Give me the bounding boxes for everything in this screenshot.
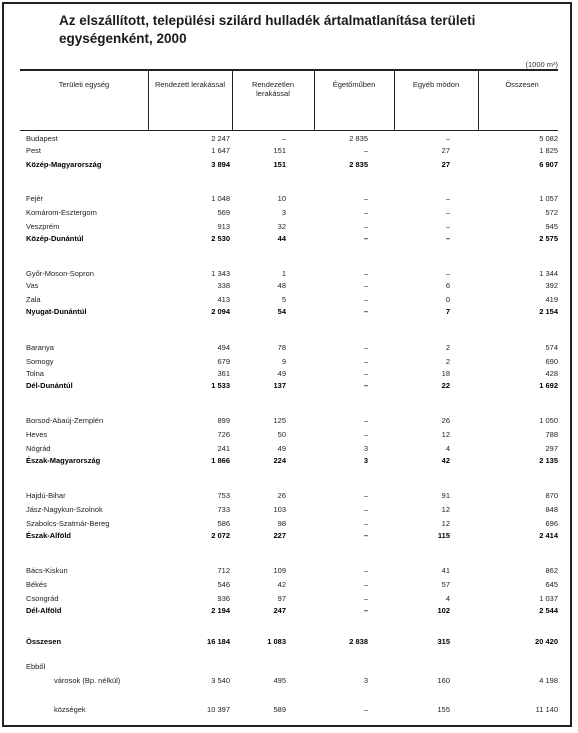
value-sanitary-landfill: 726 xyxy=(217,430,230,439)
value-unregulated-landfill: 151 xyxy=(273,160,286,169)
value-total: 2 544 xyxy=(539,606,558,615)
value-total: 2 414 xyxy=(539,531,558,540)
value-unregulated-landfill: 495 xyxy=(273,676,286,685)
value-incineration: – xyxy=(363,357,368,366)
value-total: 870 xyxy=(545,491,558,500)
value-total: 1 057 xyxy=(539,194,558,203)
value-unregulated-landfill: 1 xyxy=(281,269,286,278)
value-sanitary-landfill: 679 xyxy=(217,357,230,366)
value-incineration: 2 835 xyxy=(349,134,368,143)
row-label: Nógrád xyxy=(26,444,51,453)
value-other-method xyxy=(390,661,450,673)
value-other-method: – xyxy=(445,222,450,231)
table-row xyxy=(20,593,558,605)
value-other-method: 160 xyxy=(437,676,450,685)
value-total: 1 692 xyxy=(539,381,558,390)
row-label: Nyugat-Dunántúl xyxy=(26,307,87,316)
value-incineration: – xyxy=(363,146,368,155)
table-row xyxy=(20,268,558,280)
row-label: Dél-Alföld xyxy=(26,606,62,615)
table-row xyxy=(20,294,558,306)
value-other-method: 2 xyxy=(445,343,450,352)
value-other-method: 102 xyxy=(437,606,450,615)
row-label: Vas xyxy=(26,281,39,290)
value-unregulated-landfill: 589 xyxy=(273,705,286,714)
table-row xyxy=(20,675,558,687)
row-label: Észak-Magyarország xyxy=(26,456,101,465)
value-total: 428 xyxy=(545,369,558,378)
table-row-subtotal xyxy=(20,530,558,542)
row-label: Közép-Dunántúl xyxy=(26,234,84,243)
value-incineration: – xyxy=(363,381,368,390)
value-incineration: – xyxy=(363,295,368,304)
header-unregulated-landfill: Rendezetlen lerakással xyxy=(251,80,295,98)
value-unregulated-landfill: 32 xyxy=(277,222,286,231)
value-incineration: – xyxy=(363,566,368,575)
value-sanitary-landfill: 3 894 xyxy=(211,160,230,169)
row-label: Ebből xyxy=(26,662,46,671)
value-sanitary-landfill: 3 540 xyxy=(211,676,230,685)
value-other-method: 18 xyxy=(441,369,450,378)
table-row xyxy=(20,280,558,292)
header-sanitary-landfill: Rendezett lerakással xyxy=(154,80,226,89)
value-other-method: 41 xyxy=(441,566,450,575)
table-title: Az elszállított, települési szilárd hulladék ártalmatlanítása területi egységenként, 2000 xyxy=(59,13,476,46)
table-row-subtotal xyxy=(20,380,558,392)
row-label: Békés xyxy=(26,580,47,589)
row-label: Somogy xyxy=(26,357,54,366)
value-sanitary-landfill xyxy=(150,661,230,673)
header-incineration: Égetőműben xyxy=(332,80,376,89)
value-sanitary-landfill: 1 533 xyxy=(211,381,230,390)
value-unregulated-landfill: 44 xyxy=(277,234,286,243)
row-label: Borsod-Abaúj-Zemplén xyxy=(26,416,104,425)
value-sanitary-landfill: 1 647 xyxy=(211,146,230,155)
value-total: 862 xyxy=(545,566,558,575)
value-total: 1 037 xyxy=(539,594,558,603)
value-total: 645 xyxy=(545,580,558,589)
value-incineration: – xyxy=(363,519,368,528)
value-total: 11 140 xyxy=(535,705,558,714)
value-incineration: – xyxy=(363,281,368,290)
table-row xyxy=(20,518,558,530)
value-sanitary-landfill: 361 xyxy=(217,369,230,378)
value-unregulated-landfill: 42 xyxy=(277,580,286,589)
value-unregulated-landfill: 78 xyxy=(277,343,286,352)
value-unregulated-landfill: 227 xyxy=(273,531,286,540)
table-row xyxy=(20,504,558,516)
row-label: Heves xyxy=(26,430,48,439)
value-incineration: 3 xyxy=(363,456,368,465)
value-other-method: 155 xyxy=(437,705,450,714)
value-incineration: – xyxy=(363,343,368,352)
value-other-method: 6 xyxy=(445,281,450,290)
table-row xyxy=(20,429,558,441)
row-label: Baranya xyxy=(26,343,54,352)
value-total: 696 xyxy=(545,519,558,528)
value-total: 1 344 xyxy=(539,269,558,278)
value-unregulated-landfill: 48 xyxy=(277,281,286,290)
value-total: 1 825 xyxy=(539,146,558,155)
value-unregulated-landfill: 125 xyxy=(273,416,286,425)
value-sanitary-landfill: 913 xyxy=(217,222,230,231)
value-unregulated-landfill: 247 xyxy=(273,606,286,615)
value-unregulated-landfill: 103 xyxy=(273,505,286,514)
value-other-method: – xyxy=(445,234,450,243)
table-row-subtotal xyxy=(20,159,558,171)
value-sanitary-landfill: 10 397 xyxy=(207,705,230,714)
value-incineration: – xyxy=(363,606,368,615)
value-total: 2 135 xyxy=(539,456,558,465)
value-incineration: – xyxy=(363,307,368,316)
value-unregulated-landfill: 10 xyxy=(277,194,286,203)
table-row xyxy=(20,565,558,577)
value-sanitary-landfill: 241 xyxy=(217,444,230,453)
value-incineration: – xyxy=(363,491,368,500)
table-row xyxy=(20,415,558,427)
row-label: Észak-Alföld xyxy=(26,531,72,540)
value-total: 788 xyxy=(545,430,558,439)
value-other-method: 4 xyxy=(445,444,450,453)
value-incineration: – xyxy=(363,416,368,425)
header-region: Területi egység xyxy=(58,80,110,89)
row-label: Hajdú-Bihar xyxy=(26,491,66,500)
value-incineration: – xyxy=(363,531,368,540)
value-sanitary-landfill: 712 xyxy=(217,566,230,575)
value-other-method: 0 xyxy=(445,295,450,304)
value-total: 848 xyxy=(545,505,558,514)
value-unregulated-landfill: 1 083 xyxy=(267,637,286,646)
value-total: 419 xyxy=(545,295,558,304)
value-sanitary-landfill: 1 048 xyxy=(211,194,230,203)
value-unregulated-landfill: 97 xyxy=(277,594,286,603)
value-other-method: – xyxy=(445,194,450,203)
value-other-method: 22 xyxy=(441,381,450,390)
value-sanitary-landfill: 733 xyxy=(217,505,230,514)
value-sanitary-landfill: 2 072 xyxy=(211,531,230,540)
value-other-method: 2 xyxy=(445,357,450,366)
value-unregulated-landfill: 151 xyxy=(273,146,286,155)
value-unregulated-landfill: 49 xyxy=(277,369,286,378)
value-sanitary-landfill: 16 184 xyxy=(207,637,230,646)
row-label: Budapest xyxy=(26,134,58,143)
value-incineration: 3 xyxy=(363,444,368,453)
table-row-subtotal xyxy=(20,636,558,648)
value-total: 297 xyxy=(545,444,558,453)
value-other-method: 115 xyxy=(437,531,450,540)
value-incineration: – xyxy=(363,194,368,203)
value-sanitary-landfill: 936 xyxy=(217,594,230,603)
value-incineration: 2 835 xyxy=(349,160,368,169)
table-row xyxy=(20,490,558,502)
value-sanitary-landfill: 586 xyxy=(217,519,230,528)
table-row-subtotal xyxy=(20,605,558,617)
value-sanitary-landfill: 2 094 xyxy=(211,307,230,316)
value-total xyxy=(480,661,558,673)
value-total: 4 198 xyxy=(539,676,558,685)
row-label: Összesen xyxy=(26,637,62,646)
value-incineration xyxy=(320,661,368,673)
value-unregulated-landfill: 137 xyxy=(273,381,286,390)
row-label: községek xyxy=(54,705,86,714)
table-row xyxy=(20,704,558,716)
value-unregulated-landfill: 50 xyxy=(277,430,286,439)
table-row xyxy=(20,342,558,354)
value-other-method: 4 xyxy=(445,594,450,603)
value-other-method: 12 xyxy=(441,519,450,528)
value-other-method: 27 xyxy=(441,146,450,155)
value-unregulated-landfill: – xyxy=(281,134,286,143)
row-label: Bács-Kiskun xyxy=(26,566,68,575)
value-unregulated-landfill: 54 xyxy=(277,307,286,316)
value-incineration: – xyxy=(363,208,368,217)
row-label: Dél-Dunántúl xyxy=(26,381,73,390)
value-incineration: – xyxy=(363,505,368,514)
row-label: Győr-Moson-Sopron xyxy=(26,269,94,278)
value-sanitary-landfill: 569 xyxy=(217,208,230,217)
value-total: 1 050 xyxy=(539,416,558,425)
value-unregulated-landfill: 5 xyxy=(281,295,286,304)
row-label: Közép-Magyarország xyxy=(26,160,102,169)
value-sanitary-landfill: 546 xyxy=(217,580,230,589)
row-label: Komárom-Esztergom xyxy=(26,208,97,217)
table-row-subtotal xyxy=(20,455,558,467)
value-sanitary-landfill: 494 xyxy=(217,343,230,352)
value-other-method: – xyxy=(445,134,450,143)
value-other-method: 91 xyxy=(441,491,450,500)
value-unregulated-landfill: 3 xyxy=(281,208,286,217)
value-sanitary-landfill: 2 530 xyxy=(211,234,230,243)
value-unregulated-landfill: 49 xyxy=(277,444,286,453)
value-incineration: – xyxy=(363,222,368,231)
header-rule xyxy=(20,130,558,131)
row-label: Jász-Nagykun-Szolnok xyxy=(26,505,103,514)
header-other-method: Egyéb módon xyxy=(412,80,460,89)
value-other-method: 27 xyxy=(441,160,450,169)
value-other-method: 42 xyxy=(441,456,450,465)
value-total: 392 xyxy=(545,281,558,290)
value-incineration: – xyxy=(363,580,368,589)
value-incineration: – xyxy=(363,234,368,243)
table-row-subtotal xyxy=(20,306,558,318)
table-row-subtotal xyxy=(20,233,558,245)
value-total: 20 420 xyxy=(535,637,558,646)
value-incineration: 2 838 xyxy=(349,637,368,646)
row-label: Pest xyxy=(26,146,42,155)
table-row xyxy=(20,661,558,673)
value-sanitary-landfill: 338 xyxy=(217,281,230,290)
value-sanitary-landfill: 1 866 xyxy=(211,456,230,465)
value-total: 690 xyxy=(545,357,558,366)
row-label: Veszprém xyxy=(26,222,60,231)
table-row xyxy=(20,368,558,380)
row-label: Csongrád xyxy=(26,594,59,603)
document-frame xyxy=(2,2,572,727)
value-sanitary-landfill: 2 247 xyxy=(211,134,230,143)
value-sanitary-landfill: 753 xyxy=(217,491,230,500)
table-row xyxy=(20,207,558,219)
value-total: 574 xyxy=(545,343,558,352)
value-other-method: 315 xyxy=(437,637,450,646)
row-label: városok (Bp. nélkül) xyxy=(54,676,121,685)
table-row xyxy=(20,193,558,205)
table-row xyxy=(20,133,558,145)
value-unregulated-landfill: 9 xyxy=(281,357,286,366)
header-total: Összesen xyxy=(505,80,539,89)
value-sanitary-landfill: 899 xyxy=(217,416,230,425)
value-total: 572 xyxy=(545,208,558,217)
value-total: 5 082 xyxy=(539,134,558,143)
value-total: 2 575 xyxy=(539,234,558,243)
value-incineration: – xyxy=(363,269,368,278)
row-label: Fejér xyxy=(26,194,44,203)
row-label: Szabolcs-Szatmár-Bereg xyxy=(26,519,110,528)
value-total: 2 154 xyxy=(539,307,558,316)
value-incineration: – xyxy=(363,369,368,378)
value-other-method: 57 xyxy=(441,580,450,589)
value-other-method: 12 xyxy=(441,430,450,439)
value-incineration: – xyxy=(363,594,368,603)
value-sanitary-landfill: 1 343 xyxy=(211,269,230,278)
value-sanitary-landfill: 2 194 xyxy=(211,606,230,615)
value-unregulated-landfill: 98 xyxy=(277,519,286,528)
value-other-method: 7 xyxy=(445,307,450,316)
table-row xyxy=(20,145,558,157)
value-sanitary-landfill: 413 xyxy=(217,295,230,304)
table-row xyxy=(20,221,558,233)
table-header xyxy=(20,70,558,130)
value-unregulated-landfill: 224 xyxy=(273,456,286,465)
value-other-method: 26 xyxy=(441,416,450,425)
value-other-method: – xyxy=(445,269,450,278)
value-incineration: – xyxy=(363,430,368,439)
value-total: 945 xyxy=(545,222,558,231)
value-other-method: – xyxy=(445,208,450,217)
value-incineration: 3 xyxy=(363,676,368,685)
unit-label: (1000 m³) xyxy=(525,60,558,69)
row-label: Tolna xyxy=(26,369,44,378)
table-row xyxy=(20,356,558,368)
value-unregulated-landfill xyxy=(246,661,286,673)
table-row xyxy=(20,443,558,455)
value-incineration: – xyxy=(363,705,368,714)
value-other-method: 12 xyxy=(441,505,450,514)
row-label: Zala xyxy=(26,295,41,304)
value-total: 6 907 xyxy=(539,160,558,169)
value-unregulated-landfill: 26 xyxy=(277,491,286,500)
value-unregulated-landfill: 109 xyxy=(273,566,286,575)
table-row xyxy=(20,579,558,591)
